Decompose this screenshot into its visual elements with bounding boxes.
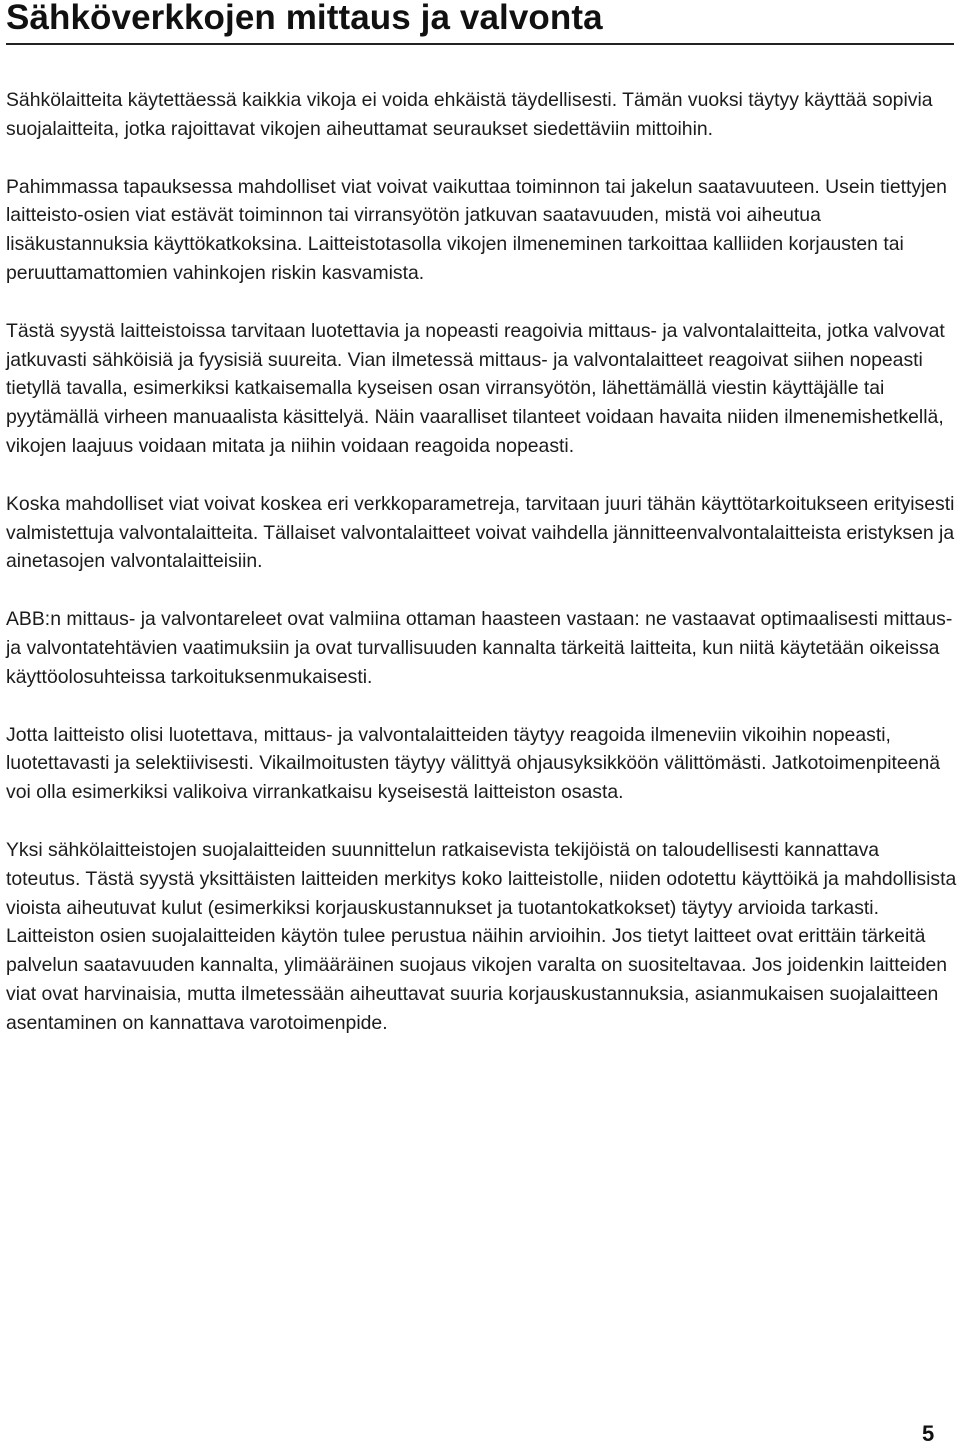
page-number: 5	[922, 1421, 935, 1446]
paragraph-2: Pahimmassa tapauksessa mahdolliset viat voivat vaikuttaa toiminnon tai jakelun saatavuuteen. Usein tiettyjen laitteisto-osien viat estävät toiminnon tai virransyötön jatkuvan saatavuuden, mistä voi aiheutua lisäkustannuksia käyttökatkoksina. Laitteistotasolla vikojen ilmeneminen tarkoittaa kalliiden korjausten tai peruuttamattomien vahinkojen riskin kasvamista.	[6, 175, 947, 284]
paragraph-3: Tästä syystä laitteistoissa tarvitaan luotettavia ja nopeasti reagoivia mittaus- ja valvontalaitteita, jotka valvovat jatkuvasti sähköisiä ja fyysisiä suureita. Vian ilmetessä mittaus- ja valvontalaitteet reagoivat siihen nopeasti tietyllä tavalla, esimerkiksi katkaisemalla kyseisen osan virransyötön, lähettämällä viestin käyttäjälle tai pyytämällä virheen manuaalista käsittelyä. Näin vaaralliset tilanteet voidaan havaita niiden ilmenemishetkellä, vikojen laajuus voidaan mitata ja niihin voidaan reagoida nopeasti.	[6, 319, 945, 457]
page-title: Sähköverkkojen mittaus ja valvonta	[6, 0, 603, 37]
paragraph-7: Yksi sähkölaitteistojen suojalaitteiden suunnittelun ratkaisevista tekijöistä on taloudellisesti kannattava toteutus. Tästä syystä yksittäisten laitteiden merkitys koko laitteistolle, niiden odotettu käyttöikä ja mahdollisista vioista aiheutuvat kulut (esimerkiksi korjauskustannukset ja tuotantokatkokset) täytyy arvioida tarkasti. Laitteiston osien suojalaitteiden käytön tulee perustua näihin arvioihin. Jos tietyt laitteet ovat erittäin tärkeitä palvelun saatavuuden kannalta, ylimääräinen suojaus vikojen varalta on suositeltavaa. Jos joidenkin laitteiden viat ovat harvinaisia, mutta ilmetessään aiheuttavat suuria korjauskustannuksia, asianmukaisen suojalaitteen asentaminen on kannattava varotoimenpide.	[6, 838, 957, 1034]
paragraph-5: ABB:n mittaus- ja valvontareleet ovat valmiina ottaman haasteen vastaan: ne vastaavat optimaalisesti mittaus- ja valvontatehtävien vaatimuksiin ja ovat turvallisuuden kannalta tärkeitä laitteita, kun niitä käytetään oikeissa käyttöolosuhteissa tarkoituksenmukaisesti.	[6, 608, 953, 688]
paragraph-6: Jotta laitteisto olisi luotettava, mittaus- ja valvontalaitteiden täytyy reagoida ilmeneviin vikoihin nopeasti, luotettavasti ja selektiivisesti. Vikailmoitusten täytyy välittyä ohjausyksikköön välittömästi. Jatkotoimenpiteenä voi olla esimerkiksi valikoiva virrankatkaisu kyseisestä laitteiston osasta.	[6, 723, 941, 804]
body-text	[6, 86, 958, 1067]
title-divider	[6, 43, 954, 45]
paragraph-1: Sähkölaitteita käytettäessä kaikkia vikoja ei voida ehkäistä täydellisesti. Tämän vuoksi täytyy käyttää sopivia suojalaitteita, jotka rajoittavat vikojen aiheuttamat seuraukset siedettäviin mittoihin.	[6, 89, 933, 140]
paragraph-4: Koska mahdolliset viat voivat koskea eri verkkoparametreja, tarvitaan juuri tähän käyttötarkoitukseen erityisesti valmistettuja valvontalaitteita. Tällaiset valvontalaitteet voivat vaihdella jännitteenvalvontalaitteista eristyksen ja ainetasojen valvontalaitteisiin.	[6, 492, 955, 573]
